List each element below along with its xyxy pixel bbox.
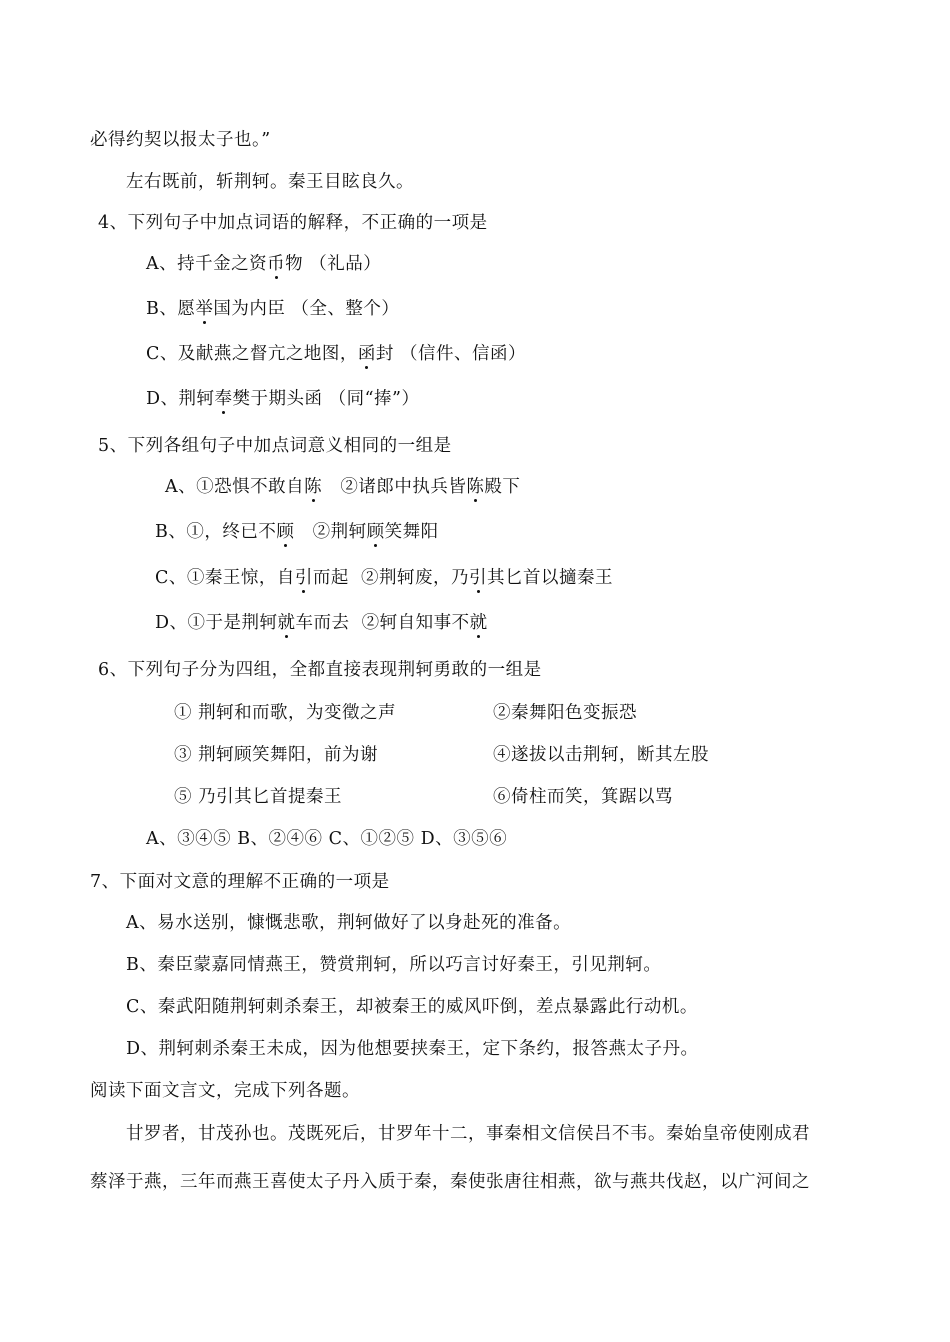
dotted-word: 奉	[214, 389, 233, 409]
question-7-option-b: B、秦臣蒙嘉同情燕王，赞赏荆轲，所以巧言讨好秦王，引见荆轲。	[126, 955, 662, 975]
question-6-item: ⑥倚柱而笑，箕踞以骂	[493, 787, 673, 807]
option-text: C、及献燕之督亢之地图，	[146, 344, 358, 364]
passage-line: 左右既前，斩荆轲。秦王目眩良久。	[126, 172, 414, 192]
dotted-word: 币	[267, 254, 286, 274]
reading-line: 甘罗者，甘茂孙也。茂既死后，甘罗年十二，事秦相文信侯吕不韦。秦始皇帝使刚成君	[126, 1124, 810, 1144]
option-text: 而起 ②荆轲废，乃	[312, 568, 470, 588]
dotted-word: 顾	[366, 522, 385, 542]
question-5-option-b	[155, 520, 439, 544]
option-text: A、持千金之资	[146, 254, 268, 274]
question-7-option-c: C、秦武阳随荆轲刺杀秦王，却被秦王的威风吓倒，差点暴露此行动机。	[126, 997, 698, 1017]
option-text: 樊于期头函 （同“捧”）	[232, 389, 420, 409]
question-4-stem: 4、下列句子中加点词语的解释，不正确的一项是	[98, 213, 488, 233]
dotted-word: 就	[469, 613, 488, 633]
dotted-word: 引	[294, 568, 313, 588]
question-4-option-c	[146, 342, 526, 366]
option-text: B、①，终已不	[155, 522, 277, 542]
reading-instruction: 阅读下面文言文，完成下列各题。	[90, 1081, 360, 1101]
question-4-option-b	[146, 297, 399, 321]
option-text: 车而去 ②轲自知事不	[295, 613, 470, 633]
question-6-item: ④遂拔以击荆轲，断其左股	[493, 745, 709, 765]
option-text: 国为内臣 （全、整个）	[213, 299, 400, 319]
question-5-stem: 5、下列各组句子中加点词意义相同的一组是	[98, 436, 452, 456]
option-text: ②诸郎中执兵皆	[322, 477, 467, 497]
option-text: 笑舞阳	[384, 522, 439, 542]
dotted-word: 引	[469, 568, 488, 588]
option-text: D、①于是荆轲	[155, 613, 278, 633]
dotted-word: 举	[195, 299, 214, 319]
question-6-answers: A、③④⑤ B、②④⑥ C、①②⑤ D、③⑤⑥	[146, 829, 508, 849]
question-4-option-d	[146, 387, 420, 411]
question-6-item: ⑤ 乃引其匕首提秦王	[174, 787, 343, 807]
question-6-item: ① 荆轲和而歌，为变徵之声	[174, 703, 397, 723]
option-text: C、①秦王惊，自	[155, 568, 295, 588]
option-text: B、愿	[146, 299, 196, 319]
question-7-option-d: D、荆轲刺杀秦王未成，因为他想要挟秦王，定下条约，报答燕太子丹。	[126, 1039, 699, 1059]
dotted-word: 陈	[466, 477, 485, 497]
question-5-option-c	[155, 566, 613, 590]
option-text: 殿下	[484, 477, 521, 497]
option-text: A、①恐惧不敢自	[165, 477, 305, 497]
question-5-option-a	[165, 475, 520, 499]
reading-line: 蔡泽于燕，三年而燕王喜使太子丹入质于秦，秦使张唐往相燕，欲与燕共伐赵，以广河间之	[90, 1172, 810, 1192]
question-6-item: ③ 荆轲顾笑舞阳，前为谢	[174, 745, 379, 765]
question-7-option-a: A、易水送别，慷慨悲歌，荆轲做好了以身赴死的准备。	[126, 913, 572, 933]
passage-line: 必得约契以报太子也。”	[90, 130, 271, 150]
option-text: 封 （信件、信函）	[375, 344, 526, 364]
question-7-stem: 7、下面对文意的理解不正确的一项是	[90, 872, 390, 892]
question-6-stem: 6、下列句子分为四组，全都直接表现荆轲勇敢的一组是	[98, 660, 542, 680]
option-text: 其匕首以擿秦王	[487, 568, 614, 588]
question-6-item: ②秦舞阳色变振恐	[493, 703, 637, 723]
question-5-option-d	[155, 611, 488, 635]
dotted-word: 函	[357, 344, 376, 364]
option-text: 物 （礼品）	[285, 254, 382, 274]
question-4-option-a	[146, 252, 381, 276]
option-text: ②荆轲	[294, 522, 367, 542]
dotted-word: 就	[277, 613, 296, 633]
dotted-word: 顾	[276, 522, 295, 542]
option-text: D、荆轲	[146, 389, 215, 409]
dotted-word: 陈	[304, 477, 323, 497]
